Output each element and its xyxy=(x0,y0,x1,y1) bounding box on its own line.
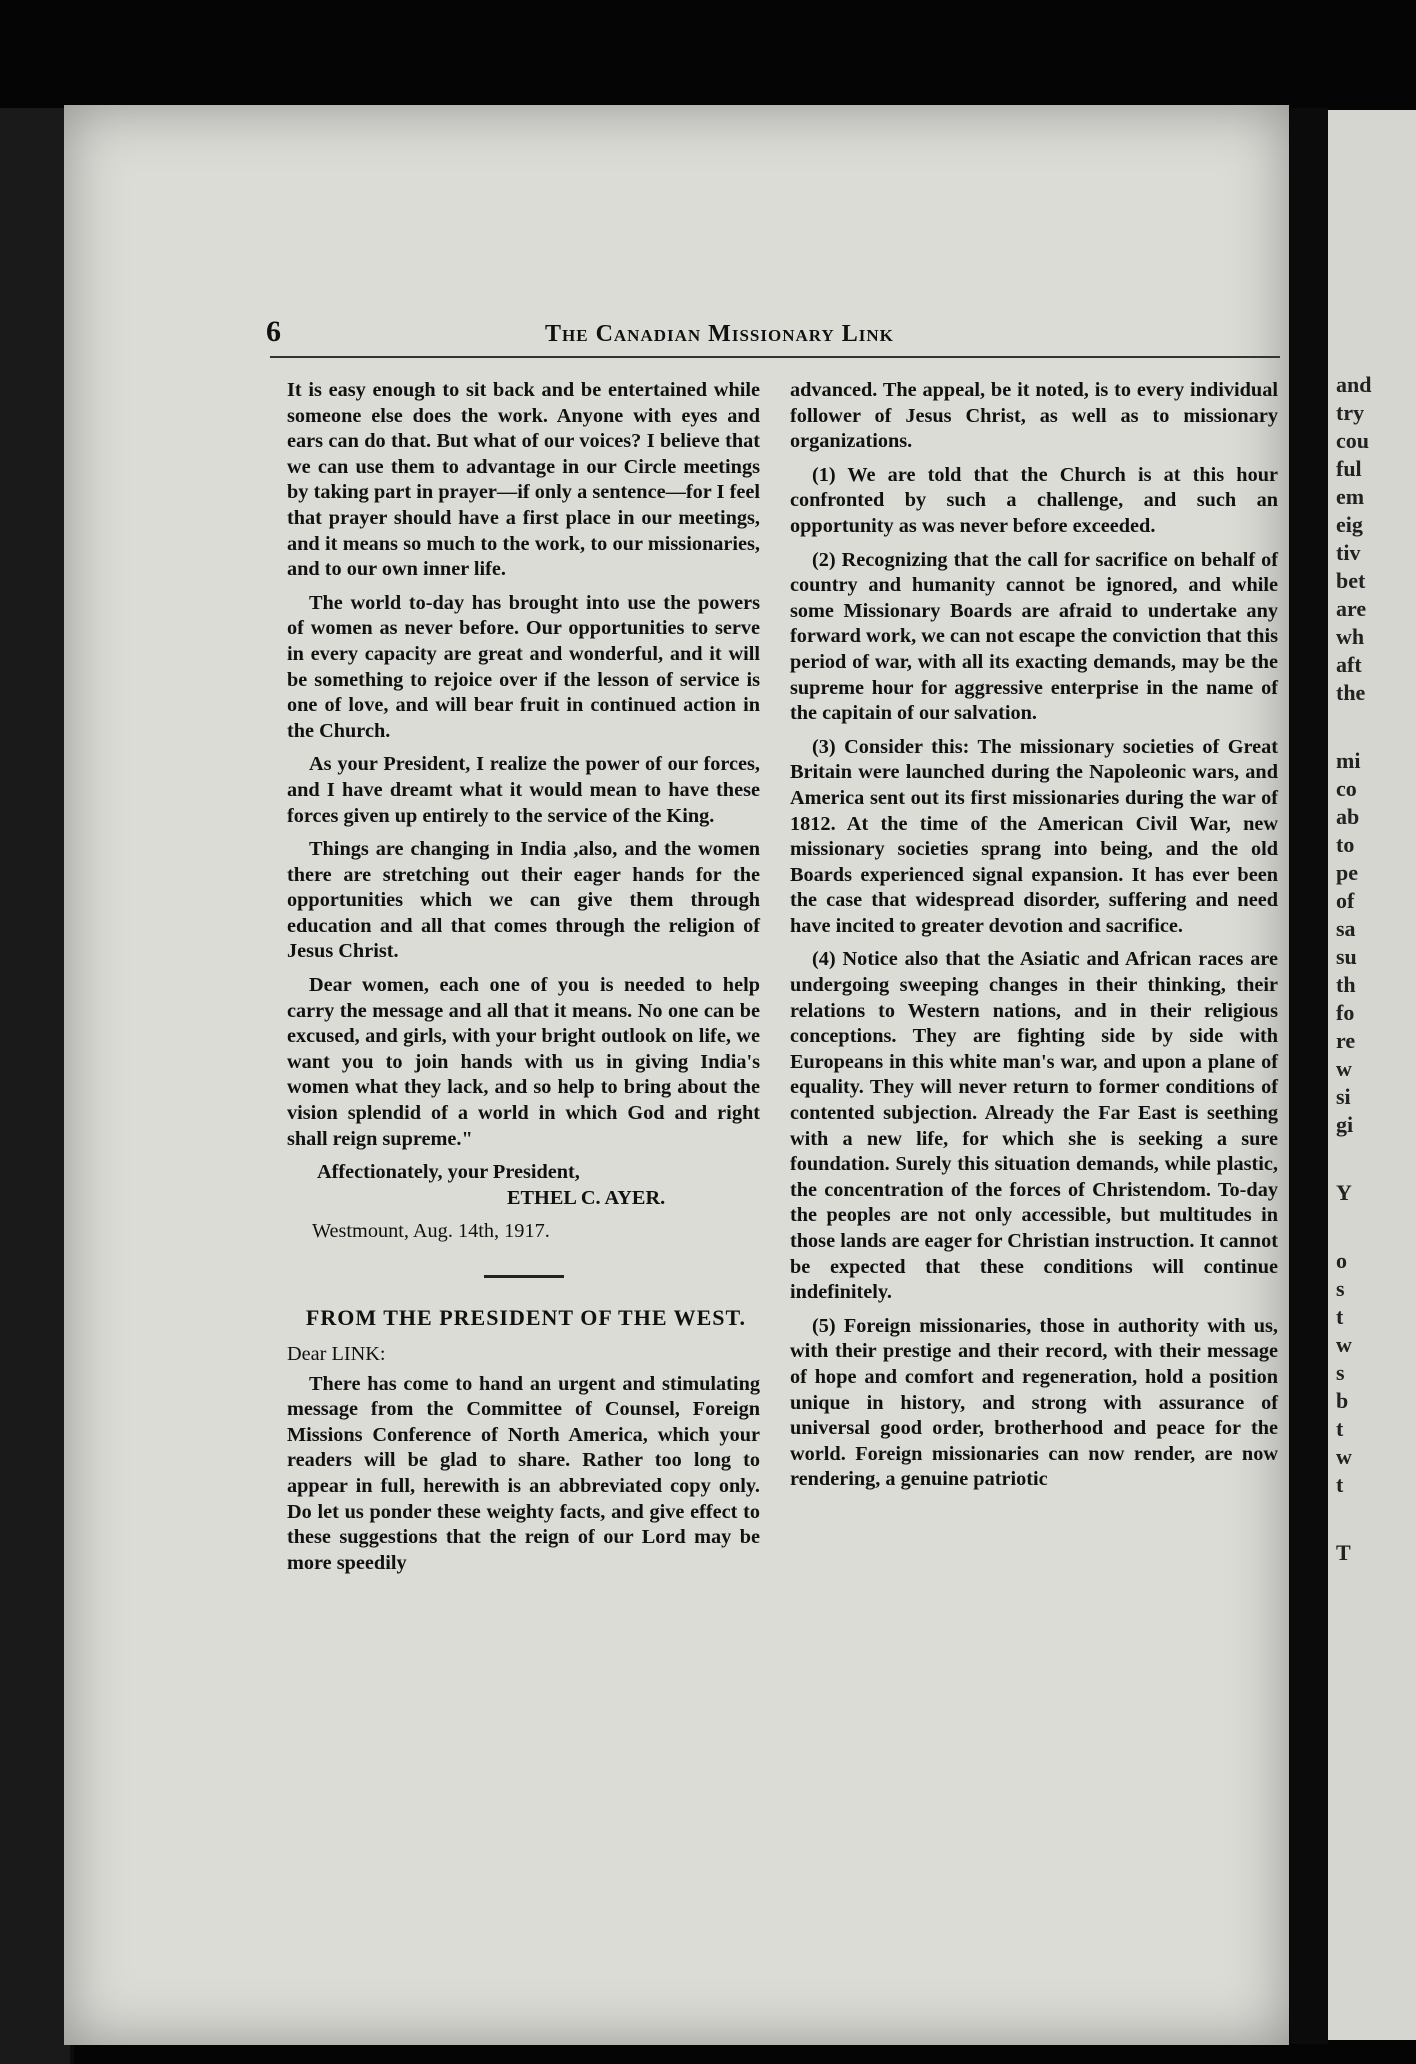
section-title: FROM THE PRESIDENT OF THE WEST. xyxy=(305,1305,747,1330)
running-title: The Canadian Missionary Link xyxy=(545,321,894,347)
next-page-fragment: aft xyxy=(1336,652,1362,677)
salutation: Dear LINK: xyxy=(287,1343,386,1365)
next-page-fragment: b xyxy=(1336,1388,1349,1413)
next-page-fragment: o xyxy=(1336,1248,1347,1273)
next-page-fragment: su xyxy=(1336,944,1357,969)
next-page-fragment: wh xyxy=(1336,624,1365,649)
paragraph: Dear women, each one of you is needed to help carry the message and all that it means. No one can be excused, and girls, with your bright outlook on life, we want you to join hands with us in giving India's women what they lack, and so help to bring about the vision splendid of a world in which God and right shall reign supreme." xyxy=(287,974,760,1150)
paragraph: (2) Recognizing that the call for sacrifice on behalf of country and humanity cannot be ignored, and while some Missionary Boards are afraid to undertake any forward work, we can not escape the conviction that this period of war, with all its exacting demands, may be the supreme hour for aggressive enterprise in the name of the capitain of our salvation. xyxy=(790,548,1278,725)
next-page-fragment: fo xyxy=(1336,1000,1355,1025)
next-page-fragment: pe xyxy=(1336,860,1358,885)
next-page-fragment: try xyxy=(1336,400,1365,425)
paragraph: It is easy enough to sit back and be entertained while someone else does the work. Anyone with eyes and ears can do that. But what of our voices? I believe that we can use them to advantage in our Circle meetings by taking part in prayer—if only a sentence—for I feel that prayer should have a first place in our meetings, and it means so much to the work, to our missionaries, and to our own inner life. xyxy=(287,379,760,581)
header-rule xyxy=(270,356,1280,358)
paragraph: As your President, I realize the power of our forces, and I have dreamt what it would mean to have these forces given up entirely to the service of the King. xyxy=(287,753,760,827)
page-header xyxy=(200,315,1280,355)
next-page-fragment: gi xyxy=(1336,1112,1354,1137)
page-gutter xyxy=(1290,108,1328,2044)
next-page-fragment: tiv xyxy=(1336,540,1361,565)
next-page-fragment: t xyxy=(1336,1472,1344,1497)
paragraph: (3) Consider this: The missionary societies of Great Britain were launched during the Napoleonic wars, and America sent out its first missionaries during the war of 1812. At the time of the American Civil War, new missionary societies sprang into being, and the old Boards experienced signal expansion. It has ever been the case that widespread disorder, suffering and need have incited to greater devotion and sacrifice. xyxy=(790,735,1278,937)
section-separator xyxy=(484,1275,564,1278)
next-page-fragment: re xyxy=(1336,1028,1356,1053)
next-page-fragment: sa xyxy=(1336,916,1356,941)
paragraph: Things are changing in India ,also, and the women there are stretching out their eager hands for the opportunities which we can give them through education and all that comes through the religion of Jesus Christ. xyxy=(287,838,760,963)
next-page-fragment: eig xyxy=(1336,512,1363,537)
left-column xyxy=(287,378,760,1584)
next-page-fragment: ful xyxy=(1336,456,1362,481)
next-page-fragment: si xyxy=(1336,1084,1351,1109)
signature: ETHEL C. AYER. xyxy=(507,1186,666,1209)
next-page-fragment: of xyxy=(1336,888,1355,913)
next-page-fragment: the xyxy=(1336,680,1366,705)
paragraph: (4) Notice also that the Asiatic and African races are undergoing sweeping changes in their thinking, their relations to Western nations, and in their religious conceptions. They are fighting side by side with Europeans in this white man's war, and upon a plane of equality. They will never return to former conditions of contented subjection. Already the Far East is seething with a new life, for which she is seeking a sure foundation. Surely this situation demands, while plastic, the concentration of the forces of Christendom. To-day the peoples are not only accessible, but multitudes in those lands are eager for Christian instruction. It cannot be expected that these conditions will continue indefinitely. xyxy=(790,948,1278,1304)
page-number: 6 xyxy=(266,315,281,348)
right-column xyxy=(790,378,1278,1501)
next-page-fragment: co xyxy=(1336,776,1357,801)
next-page-fragment: th xyxy=(1336,972,1356,997)
next-page-fragment: s xyxy=(1336,1360,1345,1385)
paragraph: (5) Foreign missionaries, those in authority with us, with their prestige and their record, with their message of hope and comfort and regeneration, hold a position unique in history, and strong with assurance of universal good order, brotherhood and peace for the world. Foreign missionaries can now render, are now rendering, a genuine patriotic xyxy=(790,1314,1278,1491)
paragraph: advanced. The appeal, be it noted, is to every individual follower of Jesus Christ, as well as to missionary organizations. xyxy=(790,379,1278,453)
next-page-fragment: t xyxy=(1336,1304,1344,1329)
book-binding xyxy=(0,108,74,2064)
next-page-fragment: Y xyxy=(1336,1180,1352,1205)
next-page-edge xyxy=(1328,110,1416,2040)
paragraph: (1) We are told that the Church is at this hour confronted by such a challenge, and such an opportunity as was never before exceeded. xyxy=(790,463,1278,537)
next-page-fragment: ab xyxy=(1336,804,1360,829)
next-page-fragment: bet xyxy=(1336,568,1366,593)
paragraph: There has come to hand an urgent and stimulating message from the Committee of Counsel, Foreign Missions Conference of North America, which your readers will be glad to share. Rather too long to appear in full, herewith is an abbreviated copy only. Do let us ponder these weighty facts, and give effect to these suggestions that the reign of our Lord may be more speedily xyxy=(287,1372,760,1574)
closing-line: Affectionately, your President, xyxy=(317,1161,580,1184)
next-page-fragment: T xyxy=(1336,1540,1351,1565)
paragraph: The world to-day has brought into use the powers of women as never before. Our opportunities to serve in every capacity are great and wonderful, and it will be something to rejoice over if the lesson of service is one of love, and will bear fruit in continued action in the Church. xyxy=(287,591,760,742)
next-page-fragment: em xyxy=(1336,484,1365,509)
next-page-fragment: cou xyxy=(1336,428,1369,453)
next-page-fragment: mi xyxy=(1336,748,1361,773)
place-date: Westmount, Aug. 14th, 1917. xyxy=(312,1220,550,1243)
next-page-fragment: s xyxy=(1336,1276,1345,1301)
next-page-fragment: to xyxy=(1336,832,1355,857)
next-page-fragment: and xyxy=(1336,372,1372,397)
next-page-fragment: w xyxy=(1336,1332,1352,1357)
next-page-fragment: t xyxy=(1336,1416,1344,1441)
next-page-fragment: w xyxy=(1336,1056,1352,1081)
next-page-fragment: are xyxy=(1336,596,1367,621)
next-page-fragment: w xyxy=(1336,1444,1352,1469)
